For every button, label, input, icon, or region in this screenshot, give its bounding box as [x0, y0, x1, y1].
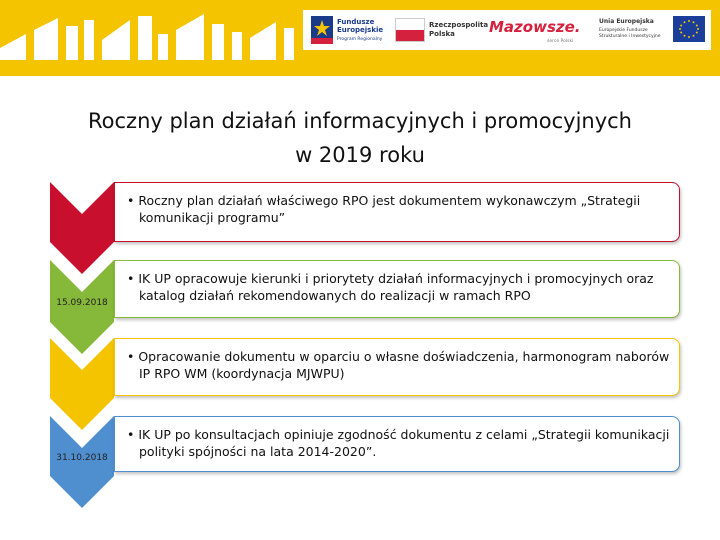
date-label: 15.09.2018 — [56, 298, 108, 308]
chevron-red — [50, 182, 114, 274]
rp-logo-text: Rzeczpospolita Polska — [429, 21, 489, 38]
mazowsze-logo-tagline: serce Polski — [547, 39, 574, 44]
fe-logo-subtitle: Program Regionalny — [337, 37, 383, 42]
step-box-1 — [114, 182, 680, 242]
step-box-4 — [114, 416, 680, 472]
page-title-line-1: Roczny plan działań informacyjnych i promocyjnych — [88, 109, 632, 133]
date-label: 31.10.2018 — [56, 453, 108, 463]
step-text: • IK UP po konsultacjach opiniuje zgodność dokumentu z celami „Strategii komunikacji polityki spójności na lata 2014-2020”. — [127, 427, 670, 459]
ue-logo-title: Unia Europejska — [599, 18, 654, 25]
fe-logo-title: Fundusze Europejskie — [337, 18, 384, 34]
step-text: • Opracowanie dokumentu w oparciu o własne doświadczenia, harmonogram naborów IP RPO WM (koordynacja MJWPU) — [127, 349, 670, 381]
step-text: • IK UP opracowuje kierunki i priorytety działań informacyjnych i promocyjnych oraz katalog działań rekomendowanych do realizacji w ramach RPO — [127, 271, 654, 303]
page-title-line-2: w 2019 roku — [295, 143, 425, 167]
ue-logo-subtitle: Europejskie Fundusze Strukturalne i Inwestycyjne — [599, 28, 661, 39]
mazowsze-logo-text: Mazowsze. — [489, 18, 581, 36]
step-box-2 — [114, 260, 680, 318]
step-text: • Roczny plan działań właściwego RPO jest dokumentem wykonawczym „Strategii komunikacji programu” — [127, 193, 641, 225]
step-box-3 — [114, 338, 680, 396]
